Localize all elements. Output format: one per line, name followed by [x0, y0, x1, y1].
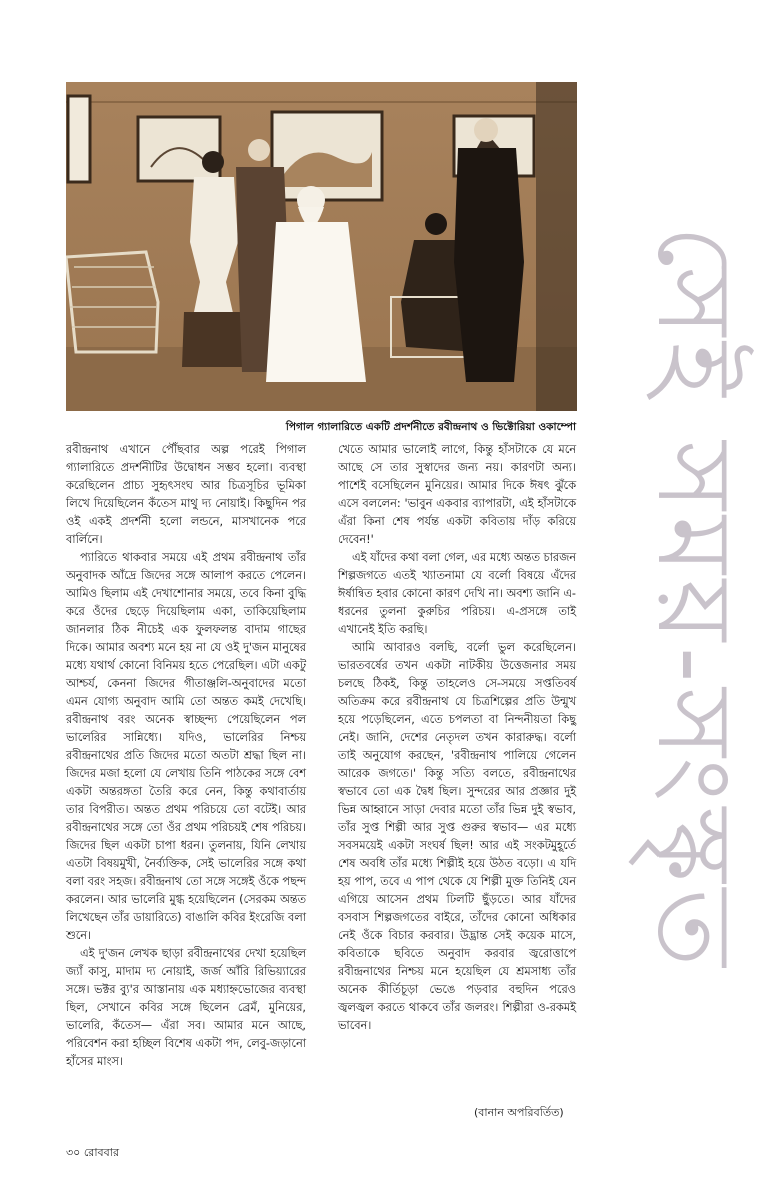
paragraph: রবীন্দ্রনাথ এখানে পৌঁছবার অল্প পরেই পিগাল গ্যালারিতে প্রদর্শনীটির উদ্বোধন সম্ভব হলো। ব্যবস্থা করেছিলেন প্রাচ্য সুহৃৎসংঘ আর চিত্রসূচির ভূমিকা লিখে দিয়েছিলেন কঁতেস মাথু দ্য নোয়াই। কিছুদিন পর ওই একই প্রদর্শনী হলো লন্ডনে, মাসখানেক পরে বার্লিনে।	[66, 443, 306, 546]
paragraph: এই যাঁদের কথা বলা গেল, এর মধ্যে অন্তত চারজন শিল্পজগতে এতই খ্যাতনামা যে বর্লো বিষয়ে এঁদের ঈর্ষান্বিত হবার কোনো কারণ দেখি না। অবশ্য জানি এ-ধরনের তুলনা কুরুচির পরিচয়। এ-প্রসঙ্গে তাই এখানেই ইতি করছি।	[338, 551, 576, 636]
exhibition-photo-illustration	[66, 82, 577, 411]
article-photo	[66, 82, 577, 411]
spelling-note: (বানান অপরিবর্তিত)	[474, 1106, 564, 1119]
vertical-headline	[606, 0, 770, 1197]
page-folio	[66, 1144, 119, 1163]
paragraph: আমি আবারও বলছি, বর্লো ভুল করেছিলেন। ভারতবর্ষের তখন একটা নাটকীয় উত্তেজনার সময় চলছে ঠিকই, কিন্তু তাহলেও সে-সময়ে সপ্ততিবর্ষ অতিক্রম করে রবীন্দ্রনাথ যে চিত্রশিল্পের প্রতি উন্মুখ হয়ে পড়েছিলেন, এতে চপলতা বা নিন্দনীয়তা কিছু নেই। জানি, দেশের নেতৃদল তখন কারারুদ্ধ। বর্লো তাই অনুযোগ করছেন, 'রবীন্দ্রনাথ পালিয়ে গেলেন আরেক জগতে।' কিন্তু সত্যি বলতে, রবীন্দ্রনাথের স্বভাবে তো এক দ্বৈধ ছিল। সুন্দরের আর প্রজ্ঞার দুই ভিন্ন আহ্বানে সাড়া দেবার মতো তাঁর ভিন্ন দুই স্বভাব, তাঁর সুপ্ত শিল্পী আর সুপ্ত গুরুর স্বভাব— এর মধ্যে সবসময়েই একটা সংঘর্ষ ছিল! আর এই সংকটমুহূর্তে শেষ অবধি তাঁর মধ্যে শিল্পীই হয়ে উঠত বড়ো। এ যদি হয় পাপ, তবে এ পাপ থেকে যে শিল্পী মুক্ত তিনিই যেন এগিয়ে আসেন প্রথম ঢিলটি ছুঁড়তে। আর যাঁদের বসবাস শিল্পজগতের বাইরে, তাঁদের কোনো অধিকার নেই ওঁকে বিচার করবার। উদ্ভ্রান্ত সেই কয়েক মাসে, কবিতাকে ছবিতে অনুবাদ করবার জ্বরোত্তাপে রবীন্দ্রনাথের নিশ্চয় মনে হয়েছিল যে শ্রমসাধ্য তাঁর অনেক কীর্তিচূড়া ভেঙে পড়বার বহুদিন পরেও জ্বলজ্বল করতে থাকবে তাঁর জলরং। শিল্পীরা ও-রকমই ভাবেন।	[338, 641, 576, 1032]
paragraph: প্যারিতে থাকবার সময়ে এই প্রথম রবীন্দ্রনাথ তাঁর অনুবাদক আঁদ্রে জিদের সঙ্গে আলাপ করতে পেলেন। আমিও ছিলাম এই দেখাশোনার সময়ে, তবে কিনা বুদ্ধি করে ওঁদের ছেড়ে দিয়েছিলাম একা, তাকিয়েছিলাম জানলার ঠিক নীচেই এক ফুলফলন্ত বাদাম গাছের দিকে। আমার অবশ্য মনে হয় না যে ওই দু'জন মানুষের মধ্যে যথার্থ কোনো বিনিময় হতে পেরেছিল। এটা একটু আশ্চর্য, কেননা জিদের গীতাঞ্জলি-অনুবাদের মতো এমন যোগ্য অনুবাদ আমি তো অন্তত কমই দেখেছি। রবীন্দ্রনাথ বরং অনেক স্বাচ্ছন্দ্য পেয়েছিলেন পল ভালেরির সান্নিধ্যে। যদিও, ভালেরির নিশ্চয় রবীন্দ্রনাথের প্রতি জিদের মতো অতটা শ্রদ্ধা ছিল না। জিদের মজা হলো যে লেখায় তিনি পাঠকের সঙ্গে বেশ একটা অন্তরঙ্গতা তৈরি করে নেন, কিন্তু কথাবার্তায় তার বিপরীত। অন্তত প্রথম পরিচয়ে তো বটেই। আর রবীন্দ্রনাথের সঙ্গে তো ওঁর প্রথম পরিচয়ই শেষ পরিচয়। জিদের ছিল একটা চাপা ধরন। তুলনায়, যিনি লেখায় এতটা বিষয়মুখী, নৈর্ব্যক্তিক, সেই ভালেরির সঙ্গে কথা বলা বরং সহজ। রবীন্দ্রনাথ তো সঙ্গে সঙ্গেই ওঁকে পছন্দ করলেন। আর ভালেরি মুগ্ধ হয়েছিলেন (সেরকম অন্তত লিখেছেন তাঁর ডায়ারিতে) বাঙালি কবির ইংরেজি বলা শুনে।	[66, 551, 306, 942]
page-number: ৩০	[66, 1146, 81, 1159]
paragraph: খেতে আমার ভালোই লাগে, কিন্তু হাঁসটাকে যে মনে আছে সে তার সুস্বাদের জন্য নয়। কারণটা অন্য। পাশেই বসেছিলেন মুনিয়ের। আমার দিকে ঈষৎ ঝুঁকে এসে বললেন: 'ভাবুন একবার ব্যাপারটা, এই হাঁসটাকে এঁরা কিনা শেষ পর্যন্ত একটা কবিতায় দাঁড় করিয়ে দেবেন!'	[338, 443, 576, 546]
headline-text: সেই সময়-সংস্কৃত	[634, 224, 756, 973]
paragraph: এই দু'জন লেখক ছাড়া রবীন্দ্রনাথের দেখা হয়েছিল জ্যাঁ কাসু, মাদাম দ্য নোয়াই, জর্জ আঁরি রিভিয়্যারের সঙ্গে। ভক্টর ব্যু'র আস্তানায় এক মধ্যাহ্নভোজের ব্যবস্থা ছিল, সেখানে কবির সঙ্গে ছিলেন ব্রেমঁ, মুনিয়ের, ভালেরি, কঁতেস— এঁরা সব। আমার মনে আছে, পরিবেশন করা হচ্ছিল বিশেষ একটা পদ, লেবু-জড়ানো হাঁসের মাংস।	[66, 947, 306, 1068]
section-name: রোববার	[83, 1146, 120, 1159]
article-column-left	[66, 441, 306, 1071]
article-column-right	[338, 441, 576, 1035]
photo-caption: পিগাল গ্যালারিতে একটি প্রদর্শনীতে রবীন্দ্রনাথ ও ভিক্টোরিয়া ওকাম্পো	[285, 421, 576, 433]
